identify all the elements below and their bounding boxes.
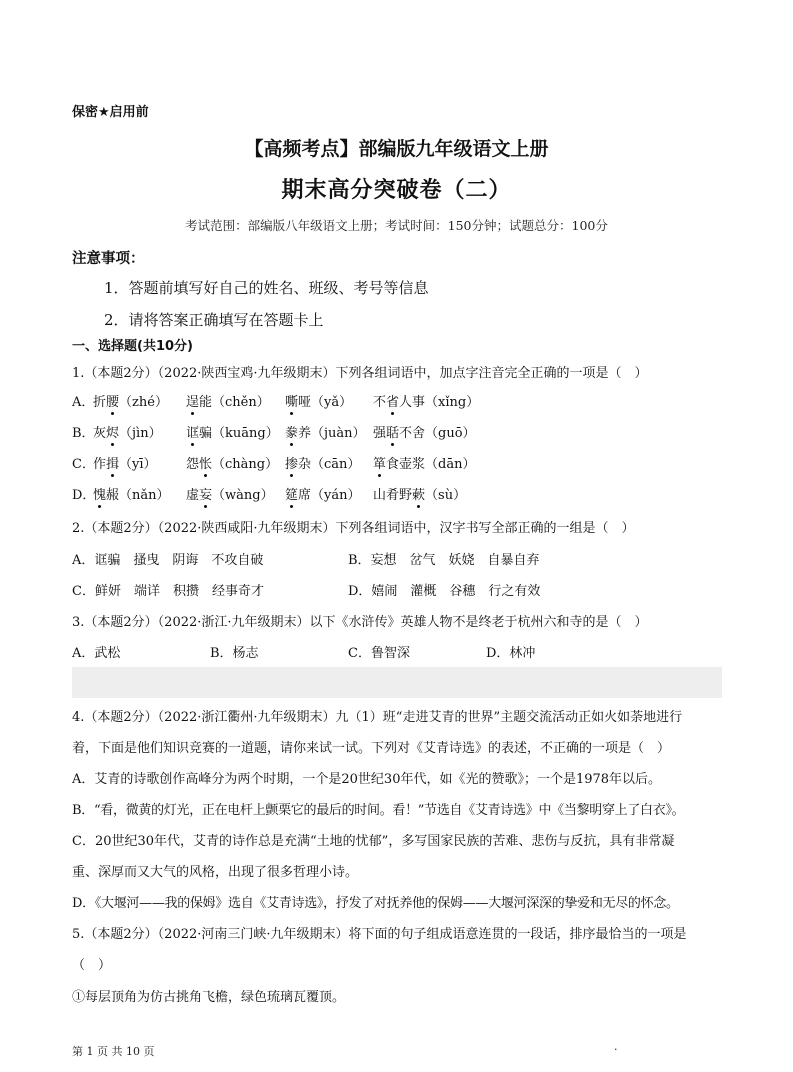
word-prefix: 怨 [186,457,200,472]
question-1-word [186,453,278,472]
notice-heading: 注意事项： [72,251,145,267]
question-1-option-label: A． [72,395,95,410]
exam-title: 【高频考点】部编版九年级语文上册 [244,138,549,160]
question-3-option-a: A．武松 [72,646,121,661]
confidential-label: 保密★启用前 [72,105,149,120]
page-number: 第 1 页 共 10 页 [72,1045,155,1058]
question-1-stem: 1.（本题2分）（2022·陕西宝鸡·九年级期末）下列各组词语中，加点字注音完全正确的一项是（ ） [72,366,648,381]
question-5-sentence-1: ①每层顶角为仿古挑角飞檐，绿色琉璃瓦覆顶。 [72,990,346,1005]
dotted-character: 豢 [285,422,298,441]
question-1-word [186,391,270,410]
answer-band [72,667,722,698]
question-1-word [285,484,360,503]
footer-mark: . [614,1040,618,1053]
question-5-stem-cont: （ ） [72,958,112,973]
word-suffix-pinyin: （chàng） [212,457,279,472]
question-1-word [285,422,366,441]
dotted-character: 妄 [199,484,212,503]
word-prefix: 山肴野 [373,488,413,503]
question-2-option-c: C．鲜妍 端详 积攒 经事奇才 [72,584,264,599]
word-suffix-pinyin: （wàng） [212,488,274,503]
dotted-character: 烬 [106,422,119,441]
question-5-stem: 5.（本题2分）（2022·河南三门峡·九年级期末）将下面的句子组成语意连贯的一段话，排序最恰当的一项是 [72,927,687,942]
dotted-character: 诓 [186,422,199,441]
word-suffix-pinyin: 能（chěn） [199,395,270,410]
word-suffix-pinyin: （jìn） [119,426,162,441]
question-1-option-label: D． [72,488,96,503]
section-heading: 一、选择题(共10分) [72,339,193,354]
question-1-word [373,422,476,441]
word-suffix-pinyin: 赧（nǎn） [106,488,170,503]
question-4-option-a: A．艾青的诗歌创作高峰分为两个时期，一个是20世纪30年代，如《光的赞歌》；一个是1978年以后。 [72,772,662,787]
question-2-stem: 2.（本题2分）（2022·陕西咸阳·九年级期末）下列各组词语中，汉字书写全部正确的一组是（ ） [72,521,635,536]
dotted-character: 省 [386,391,399,410]
notice-item: 2．请将答案正确填写在答题卡上 [104,311,324,329]
question-4-option-d: D．《大堰河——我的保姆》选自《艾青诗选》，抒发了对抚养他的保姆——大堰河深深的挚爱和无尽的怀念。 [72,896,679,911]
dotted-character: 怅 [199,453,212,472]
question-2-option-d: D．嬉闹 灌概 谷穗 行之有效 [348,584,541,599]
question-1-word [285,391,352,410]
word-suffix-pinyin: 不舍（guō） [399,426,476,441]
word-suffix-pinyin: （yī） [119,457,157,472]
word-suffix-pinyin: 骗（kuāng） [199,426,279,441]
word-suffix-pinyin: 人事（xǐng） [399,395,480,410]
question-1-word [373,484,466,503]
dotted-character: 嘶 [285,391,298,410]
exam-subtitle: 期末高分突破卷（二） [281,178,512,203]
word-prefix: 灰 [93,426,107,441]
dotted-character: 箪 [373,453,386,472]
dotted-character: 逞 [186,391,199,410]
word-prefix: 不 [373,395,387,410]
question-2-option-a: A．诓骗 搔曳 阴诲 不攻自破 [72,553,264,568]
dotted-character: 愧 [93,484,106,503]
question-4-option-b: B．“看，微黄的灯光，正在电杆上颤栗它的最后的时间。看！”节选自《艾青诗选》中《当黎明穿上了白衣》。 [72,803,685,818]
word-prefix: 虚 [186,488,200,503]
question-1-option-label: C． [72,457,95,472]
question-1-option-label: B． [72,426,95,441]
question-4-option-c-cont: 重、深厚而又大气的风格，出现了很多哲理小诗。 [72,865,359,880]
word-prefix: 折 [93,395,107,410]
question-2-option-b: B．妄想 岔气 妖娆 自暴自弃 [348,553,540,568]
question-4-stem: 4.（本题2分）（2022·浙江衢州·九年级期末）九（1）班“走进艾青的世界”主题交流活动正如火如荼地进行 [72,710,683,725]
question-3-stem: 3.（本题2分）（2022·浙江·九年级期末）以下《水浒传》英雄人物不是终老于杭州六和寺的是（ ） [72,615,648,630]
question-1-word [93,453,157,472]
question-1-word [285,453,360,472]
question-1-word [93,484,170,503]
question-3-option-c: C．鲁智深 [348,646,410,661]
word-suffix-pinyin: 席（yán） [298,488,361,503]
word-suffix-pinyin: 哑（yǎ） [298,395,353,410]
word-suffix-pinyin: （zhé） [119,395,168,410]
question-1-word [93,422,162,441]
dotted-character: 蔌 [412,484,425,503]
question-3-option-b: B．杨志 [210,646,259,661]
question-4-stem-cont: 着，下面是他们知识竞赛的一道题，请你来试一试。下列对《艾青诗选》的表述，不正确的一项是（ ） [72,741,671,756]
exam-info: 考试范围：部编版八年级语文上册；考试时间：150分钟；试题总分：100分 [185,218,608,233]
word-suffix-pinyin: 杂（cān） [298,457,361,472]
dotted-character: 聒 [386,422,399,441]
word-prefix: 强 [373,426,387,441]
question-1-word [186,422,279,441]
question-3-option-d: D．林冲 [486,646,536,661]
question-1-word [373,453,475,472]
word-suffix-pinyin: 养（juàn） [298,426,366,441]
dotted-character: 掺 [285,453,298,472]
word-suffix-pinyin: 食壶浆（dān） [386,457,476,472]
question-1-word [93,391,168,410]
question-1-word [373,391,479,410]
question-1-word [186,484,274,503]
notice-item: 1．答题前填写好自己的姓名、班级、考号等信息 [104,279,429,297]
dotted-character: 揖 [106,453,119,472]
dotted-character: 筵 [285,484,298,503]
word-prefix: 作 [93,457,107,472]
word-suffix-pinyin: （sù） [425,488,467,503]
dotted-character: 腰 [106,391,119,410]
question-4-option-c: C．20世纪30年代，艾青的诗作总是充满“土地的忧郁”，多写国家民族的苦难、悲伤与反抗，具有非常凝 [72,834,675,849]
